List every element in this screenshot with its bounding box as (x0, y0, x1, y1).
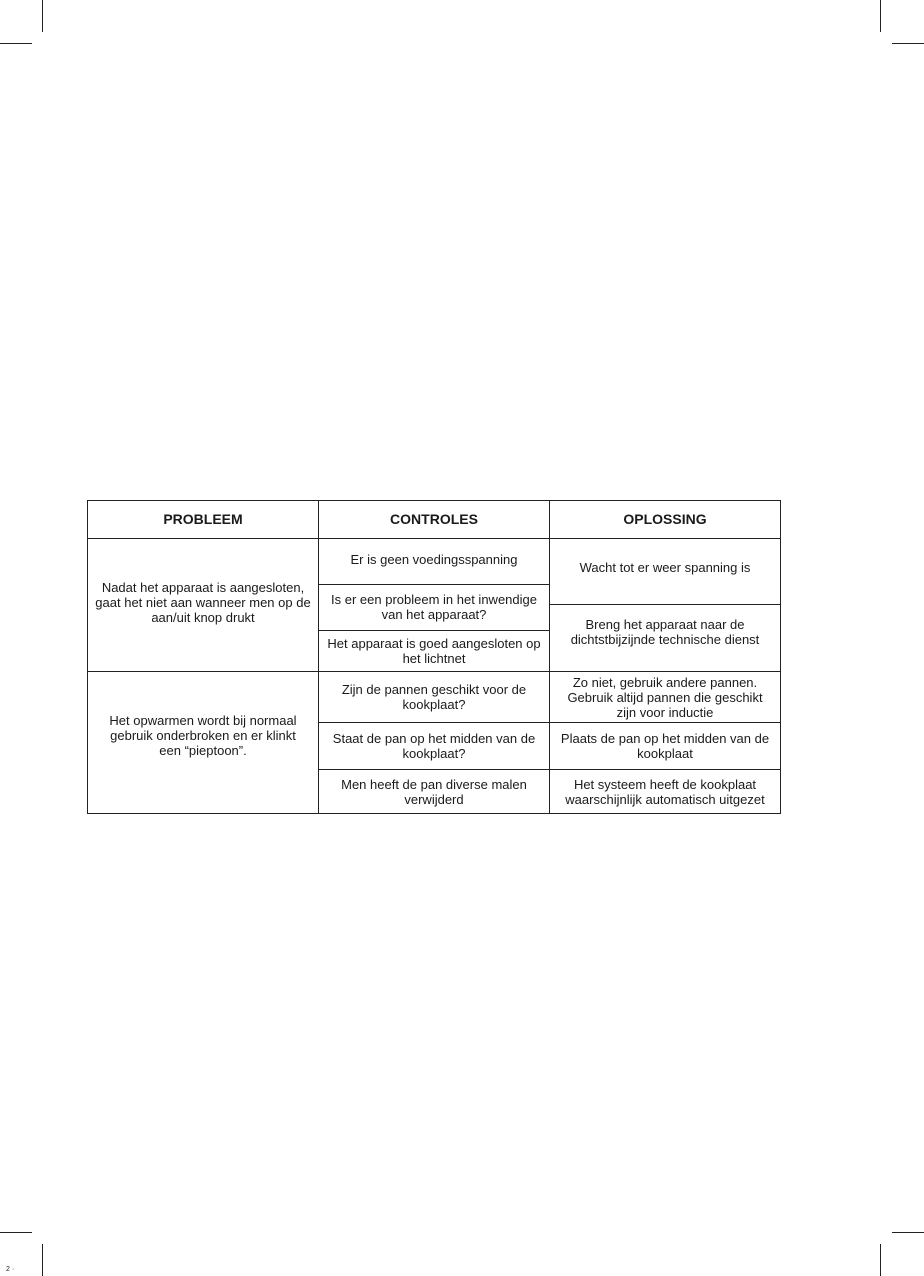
check-cell-1-3: Het apparaat is goed aangesloten op het lichtnet (327, 636, 541, 666)
check-cell-2-2: Staat de pan op het midden van de kookplaat? (332, 731, 536, 761)
crop-mark-top-left-horizontal (0, 43, 32, 44)
crop-mark-bottom-left-vertical (42, 1244, 43, 1276)
problem-cell-1: Nadat het apparaat is aangesloten, gaat het niet aan wanneer men op de aan/uit knop drukt (95, 579, 311, 625)
solution-cell-1-1: Wacht tot er weer spanning is (579, 560, 751, 575)
check-cell-1-1: Er is geen voedingsspanning (350, 552, 518, 567)
solution-cell-1-2: Breng het apparaat naar de dichtstbijzijnde technische dienst (570, 617, 760, 647)
check-cell-1-2: Is er een probleem in het inwendige van het apparaat? (331, 591, 537, 622)
crop-mark-top-left-vertical (42, 0, 43, 32)
crop-mark-top-right-horizontal (892, 43, 924, 44)
solution-cell-2-1: Zo niet, gebruik andere pannen. Gebruik altijd pannen die geschikt zijn voor inductie (567, 674, 763, 720)
solution-cell-2-2: Plaats de pan op het midden van de kookplaat (560, 731, 770, 761)
crop-mark-bottom-right-horizontal (892, 1232, 924, 1233)
solution-cell-2-3: Het systeem heeft de kookplaat waarschijnlijk automatisch uitgezet (565, 776, 765, 807)
problem-cell-2: Het opwarmen wordt bij normaal gebruik onderbroken en er klinkt een “pieptoon”. (109, 713, 297, 758)
crop-mark-bottom-left-horizontal (0, 1232, 32, 1233)
crop-mark-top-right-vertical (880, 0, 881, 32)
header-solution: OPLOSSING (623, 511, 707, 527)
troubleshooting-table (87, 500, 781, 814)
header-checks: CONTROLES (390, 511, 478, 527)
check-cell-2-3: Men heeft de pan diverse malen verwijderd (341, 776, 527, 807)
crop-mark-bottom-right-vertical (880, 1244, 881, 1276)
footer-mark: 2 · (6, 1266, 15, 1273)
check-cell-2-1: Zijn de pannen geschikt voor de kookplaat? (341, 682, 527, 712)
header-problem: PROBLEEM (163, 511, 243, 527)
